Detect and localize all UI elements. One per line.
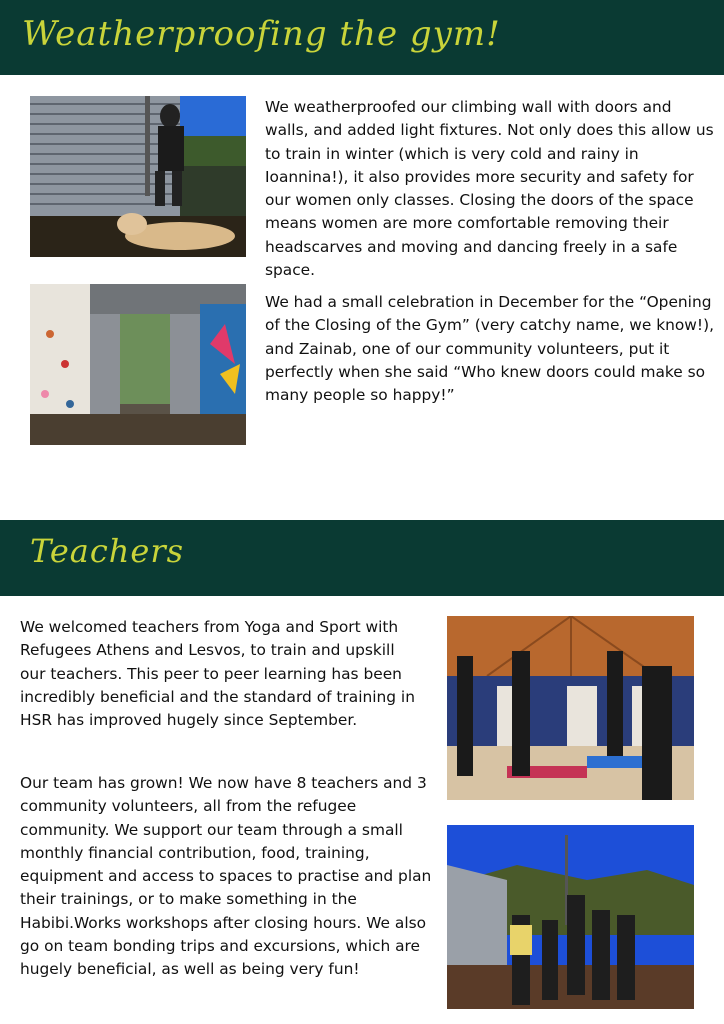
paragraph-teachers-2: Our team has grown! We now have 8 teachers and 3 community volunteers, all from the refugee community. We support our team through a small monthly financial contribution, food, training, equipment and access to spaces to practise and plan their trainings, or to make something in the Habibi.Works workshops after closing hours. We also go on team bonding trips and excursions, which are hugely beneficial, as well as being very fun! [20,774,432,979]
paragraph-weatherproofing-2: We had a small celebration in December for the “Opening of the Closing of the Gym” (very catchy name, we know!), and Zainab, one of our community volunteers, put it perfectly when she said “Who knew doors could make so many people so happy!” [265,293,714,405]
photo-wall-installation [30,96,246,257]
photo-yoga-class [447,616,694,800]
photo-team-outdoors [447,825,694,1009]
photo-gym-interior [30,284,246,445]
paragraph-teachers-1: We welcomed teachers from Yoga and Sport with Refugees Athens and Lesvos, to train and upskill our teachers. This peer to peer learning has been incredibly beneficial and the standard of training in HSR has improved hugely since September. [20,618,415,730]
section-title-teachers: Teachers [30,532,185,570]
section-title-weatherproofing: Weatherproofing the gym! [22,14,501,54]
section-banner-teachers [0,520,724,596]
section-banner-weatherproofing [0,0,724,75]
paragraph-weatherproofing-1: We weatherproofed our climbing wall with doors and walls, and added light fixtures. Not only does this allow us to train in winter (which is very cold and rainy in Ioannina!), it also provides more security and safety for our women only classes. Closing the doors of the space means women are more comfortable removing their headscarves and moving and dancing freely in a safe space. [265,98,714,280]
